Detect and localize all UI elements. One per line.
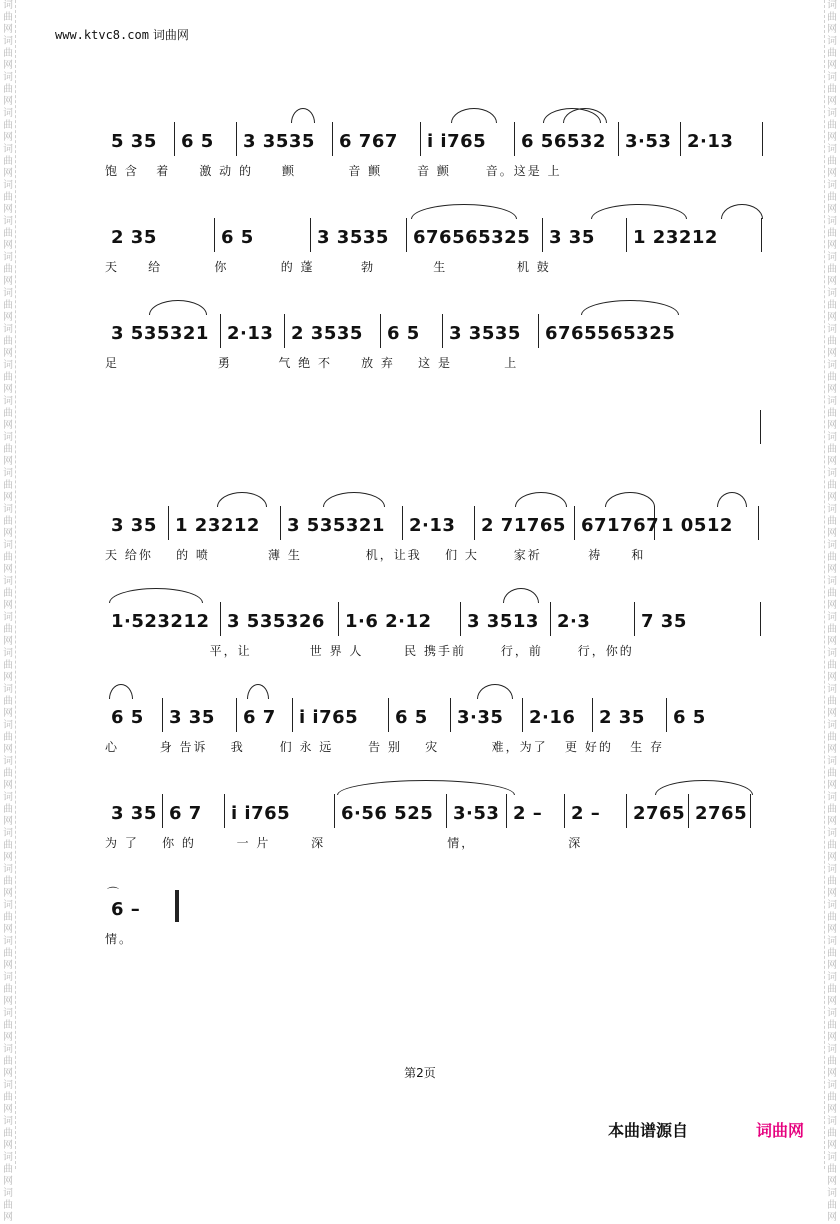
- score-system-7: [105, 794, 765, 854]
- measure: 3 35: [163, 698, 237, 732]
- measure: 6 5: [105, 698, 163, 732]
- final-barline: [175, 890, 179, 922]
- score-system-5: [105, 602, 765, 662]
- lyrics-line: 天 给你 的 喷 薄 生 机，让我 们 大 家祈 祷 和: [105, 548, 646, 562]
- lyrics-line: 心 身 告诉 我 们 永 远 告 别 灾 难，为了 更 好的 生 存: [105, 740, 665, 754]
- measure: 3 3535: [311, 218, 407, 252]
- left-watermark-strip: 词曲网词曲网词曲网词曲网词曲网词曲网词曲网词曲网词曲网词曲网词曲网词曲网词曲网词曲网词曲网词曲网词曲网词曲网词曲网词曲网词曲网词曲网词曲网词曲网词曲网词曲网词曲网词曲网词曲网词曲网词曲网词曲网词曲网词曲网: [1, 0, 16, 1169]
- measure: 1 0512: [655, 506, 759, 540]
- measure: i̇ i̇765: [225, 794, 335, 828]
- site-name: 词曲网: [152, 28, 189, 42]
- measure: 2·13: [221, 314, 285, 348]
- measure: 676565325: [407, 218, 543, 252]
- score-system-4: [105, 506, 765, 566]
- measure: 2 3535: [285, 314, 381, 348]
- barline: [760, 410, 761, 444]
- measure: 7 35: [635, 602, 761, 636]
- score-system-8: [105, 890, 765, 950]
- measure: 3 3535: [237, 122, 333, 156]
- lyrics-line: 平，让 世 界 人 民 携手前 行，前 行，你的: [105, 644, 634, 658]
- measure: 3 3535: [443, 314, 539, 348]
- score-system-3: [105, 314, 765, 374]
- measure: 2·13: [403, 506, 475, 540]
- measure: 6 7: [237, 698, 293, 732]
- measure: 6 7: [163, 794, 225, 828]
- measure: 6 5: [389, 698, 451, 732]
- measure: 2765: [689, 794, 751, 828]
- measure: 6 5: [175, 122, 237, 156]
- measure: 3 35: [543, 218, 627, 252]
- measure: 3 535321: [105, 314, 221, 348]
- lyrics-line: 为 了 你 的 一 片 深 情， 深: [105, 836, 583, 850]
- measure: 2765: [627, 794, 689, 828]
- measure: 6765565325: [545, 323, 676, 344]
- lyrics-line: 饱 含 着 激 动 的 颤 音 颤 音 颤 音。这是 上: [105, 164, 562, 178]
- measure: 3 35: [105, 506, 169, 540]
- measure: 6 56532: [515, 122, 619, 156]
- measure: 2 –: [507, 794, 565, 828]
- score-system-2: [105, 218, 765, 278]
- measure: 6 767: [333, 122, 421, 156]
- measure: 3 3513: [461, 602, 551, 636]
- right-watermark-strip: 词曲网词曲网词曲网词曲网词曲网词曲网词曲网词曲网词曲网词曲网词曲网词曲网词曲网词曲网词曲网词曲网词曲网词曲网词曲网词曲网词曲网词曲网词曲网词曲网词曲网词曲网词曲网词曲网词曲网词曲网词曲网词曲网词曲网词曲网: [824, 0, 839, 1169]
- measure: 1 23212: [627, 218, 762, 252]
- site-header: [55, 26, 189, 43]
- lyrics-line: 足 勇 气 绝 不 放 弃 这 是 上: [105, 356, 519, 370]
- measure: 3·53: [447, 794, 507, 828]
- fermata-icon: ⌒: [107, 886, 120, 900]
- measure: 3·35: [451, 698, 523, 732]
- measure: 6·56 525: [335, 794, 447, 828]
- measure: 3 535326: [221, 602, 339, 636]
- measure: 1·523212: [105, 602, 221, 636]
- measure: 5 35: [105, 122, 175, 156]
- measure: 2 –: [565, 794, 627, 828]
- measure: 6 5: [215, 218, 311, 252]
- measure: 6 5: [673, 707, 706, 728]
- measure: 2·13: [681, 122, 763, 156]
- measure: 3·53: [619, 122, 681, 156]
- measure: 6 –: [111, 899, 141, 920]
- measure: 2·16: [523, 698, 593, 732]
- page-number: 第2页: [404, 1066, 436, 1080]
- measure: i̇ i̇765: [421, 122, 515, 156]
- measure: 3 535321: [281, 506, 403, 540]
- score-system-6: [105, 698, 765, 758]
- measure: 1·6 2·12: [339, 602, 461, 636]
- score-system-1: [105, 122, 765, 182]
- source-logo[interactable]: 词曲网: [756, 1121, 805, 1140]
- measure: 2 35: [105, 218, 215, 252]
- measure: 2·3: [551, 602, 635, 636]
- measure: i̇ i̇765: [293, 698, 389, 732]
- measure: 2 35: [593, 698, 667, 732]
- measure: 1 23212: [169, 506, 281, 540]
- source-label: 本曲谱源自: [608, 1121, 689, 1140]
- lyrics-line: 情。: [105, 932, 134, 946]
- lyrics-line: 天 给 你 的 蓬 勃 生 机 鼓: [105, 260, 551, 274]
- site-url[interactable]: www.ktvc8.com: [55, 28, 149, 42]
- measure: 2 71765: [475, 506, 575, 540]
- measure: 6 5: [381, 314, 443, 348]
- measure: 671767: [575, 506, 655, 540]
- measure: 3 35: [105, 794, 163, 828]
